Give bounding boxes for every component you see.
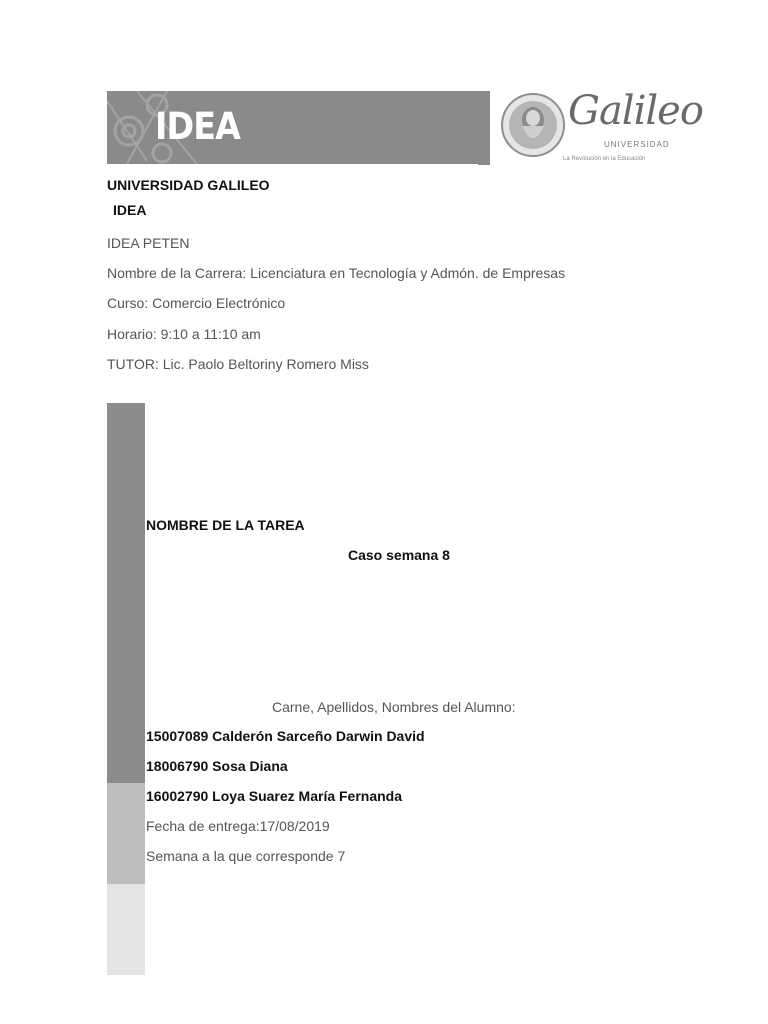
side-bar-light	[107, 884, 145, 975]
side-bar-dark	[107, 403, 145, 783]
galileo-tagline: La Revolución en la Educación	[563, 156, 646, 162]
galileo-wordmark: Galileo	[568, 88, 703, 134]
program-name: IDEA	[113, 202, 147, 218]
student-item: 18006790 Sosa Diana	[146, 758, 288, 774]
campus-line: IDEA PETEN	[107, 235, 190, 251]
week-line: Semana a la que corresponde 7	[146, 848, 346, 864]
banner-curve	[478, 91, 498, 165]
course-line: Curso: Comercio Electrónico	[107, 295, 286, 311]
galileo-subtitle: UNIVERSIDAD	[604, 140, 670, 149]
tutor-line: TUTOR: Lic. Paolo Beltoriny Romero Miss	[107, 356, 369, 372]
task-label: NOMBRE DE LA TAREA	[146, 517, 305, 533]
idea-logo: IDEA	[155, 105, 240, 148]
task-name: Caso semana 8	[348, 547, 450, 563]
university-name: UNIVERSIDAD GALILEO	[107, 177, 270, 193]
side-bar-mid	[107, 783, 145, 884]
schedule-line: Horario: 9:10 a 11:10 am	[107, 326, 261, 342]
galileo-portrait-icon	[500, 90, 566, 160]
idea-banner	[107, 91, 490, 164]
student-item: 16002790 Loya Suarez María Fernanda	[146, 788, 403, 804]
career-line: Nombre de la Carrera: Licenciatura en Tecnología y Admón. de Empresas	[107, 265, 566, 281]
delivery-date: Fecha de entrega:17/08/2019	[146, 818, 330, 834]
galileo-logo	[500, 88, 703, 168]
student-item: 15007089 Calderón Sarceño Darwin David	[146, 728, 425, 744]
students-heading: Carne, Apellidos, Nombres del Alumno:	[272, 699, 516, 715]
